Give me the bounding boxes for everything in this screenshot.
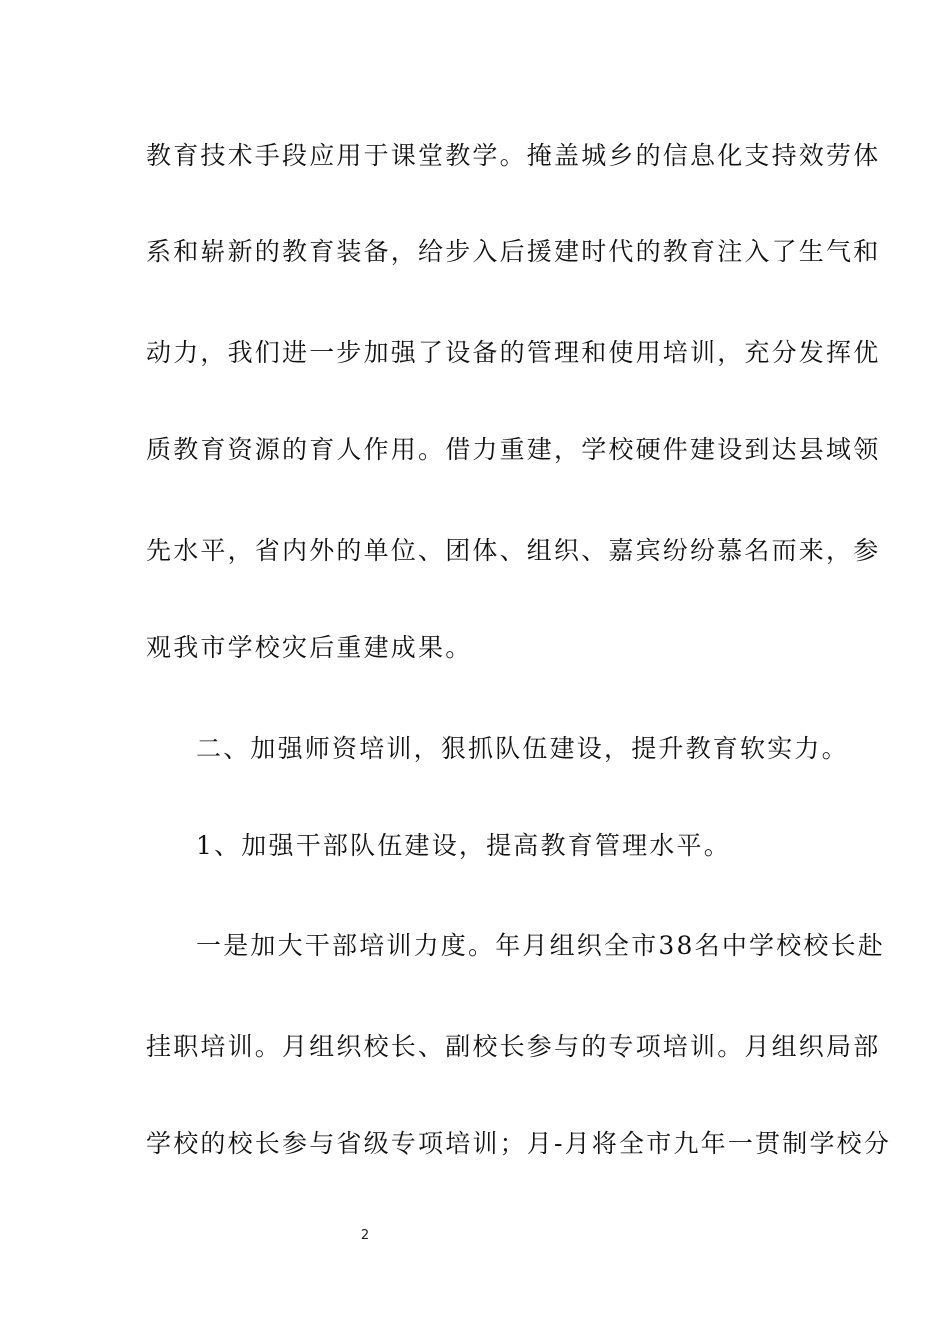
body-line-9: 一是加大干部培训力度。年月组织全市38名中学校校长赴 bbox=[196, 931, 886, 960]
body-line-2: 系和崭新的教育装备，给步入后援建时代的教育注入了生气和 bbox=[146, 237, 881, 266]
body-line-11: 学校的校长参与省级专项培训；月-月将全市九年一贯制学校分 bbox=[146, 1129, 892, 1158]
body-line-6: 观我市学校灾后重建成果。 bbox=[146, 633, 473, 662]
body-line-1: 教育技术手段应用于课堂教学。掩盖城乡的信息化支持效劳体 bbox=[146, 141, 881, 170]
body-line-3: 动力，我们进一步加强了设备的管理和使用培训，充分发挥优 bbox=[146, 338, 881, 367]
body-line-10: 挂职培训。月组织校长、副校长参与的专项培训。月组织局部 bbox=[146, 1032, 881, 1061]
page-number: 2 bbox=[360, 1228, 370, 1243]
subsection-heading: 1、加强干部队伍建设，提高教育管理水平。 bbox=[196, 831, 731, 860]
body-line-5: 先水平，省内外的单位、团体、组织、嘉宾纷纷慕名而来，参 bbox=[146, 536, 881, 565]
body-line-4: 质教育资源的育人作用。借力重建，学校硬件建设到达县域领 bbox=[146, 435, 881, 464]
section-heading: 二、加强师资培训，狠抓队伍建设，提升教育软实力。 bbox=[196, 734, 849, 763]
